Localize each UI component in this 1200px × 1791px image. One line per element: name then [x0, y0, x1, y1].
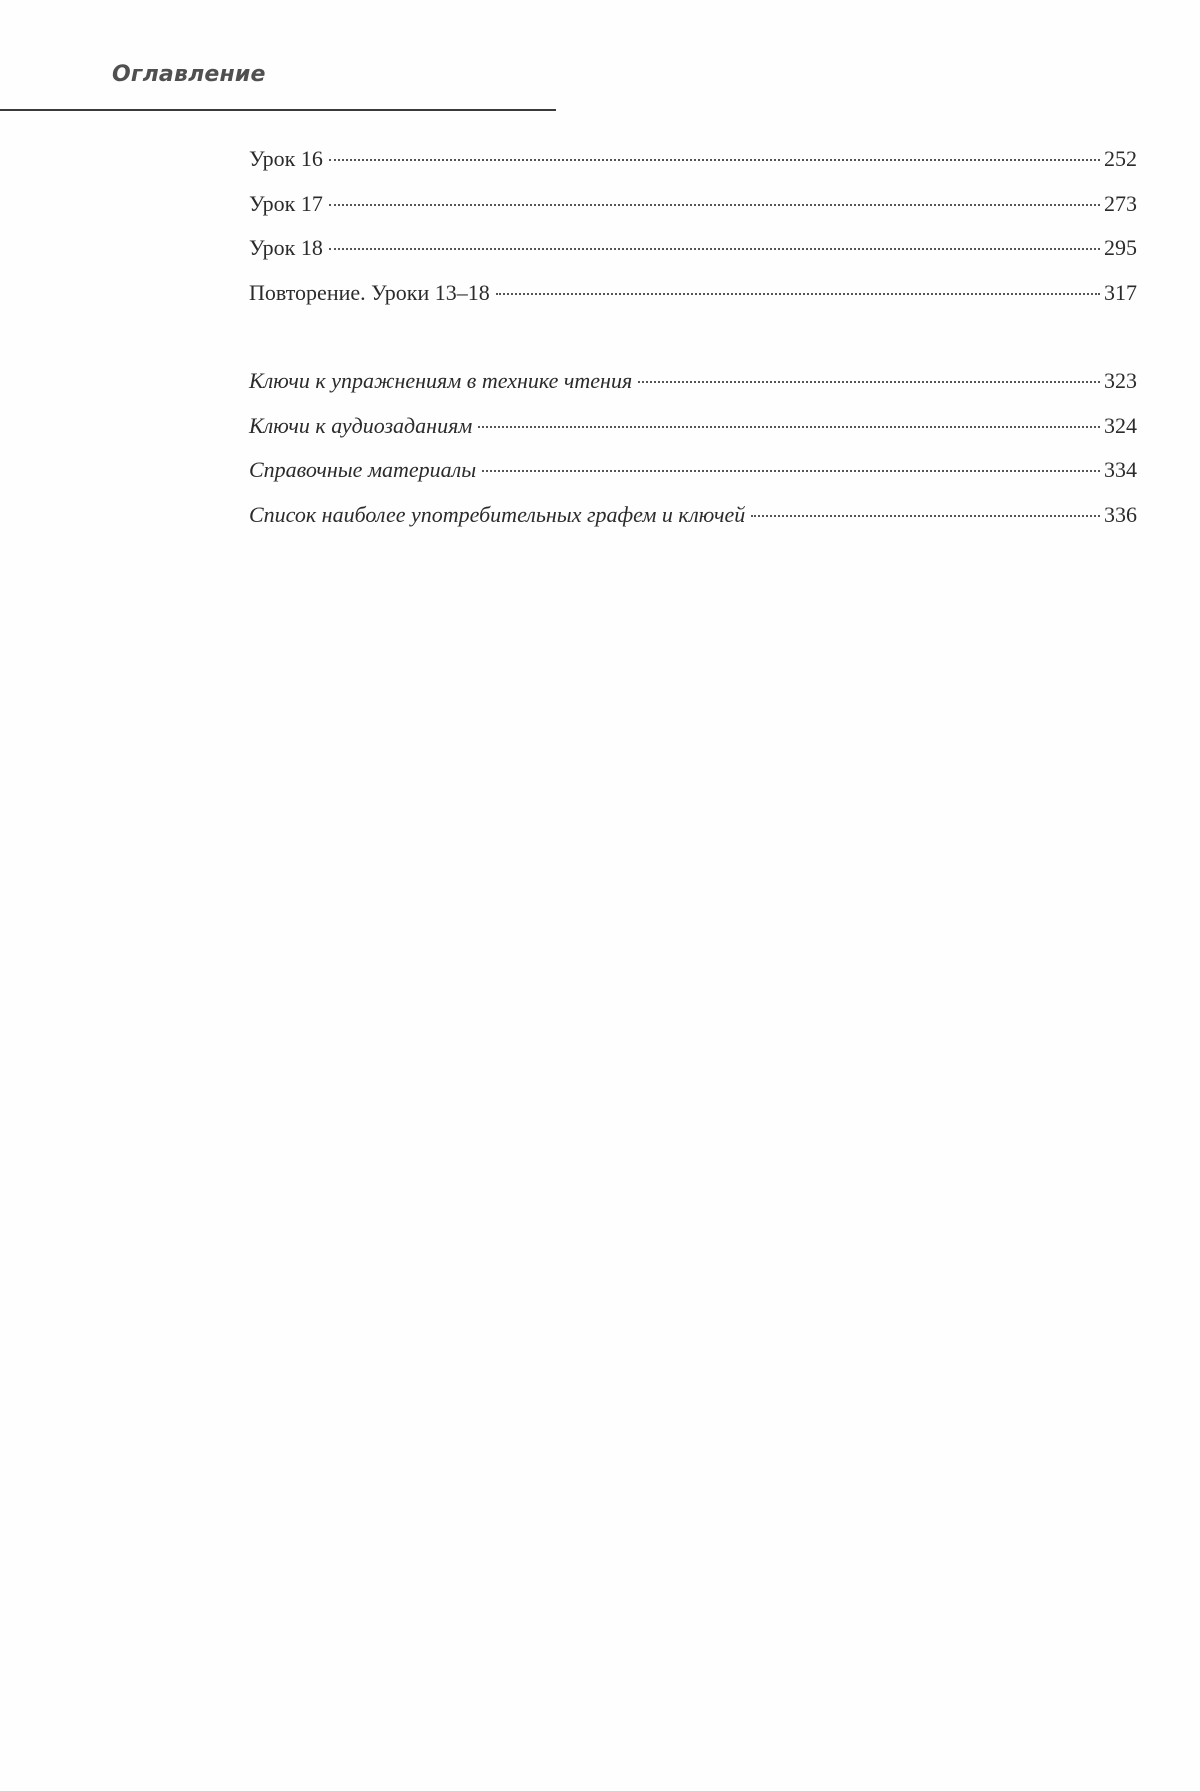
dot-leader: [751, 515, 1100, 517]
toc-entry-page: 334: [1104, 457, 1137, 483]
dot-leader: [482, 470, 1100, 472]
toc-entry-page: 252: [1104, 146, 1137, 171]
toc-entry-title: Урок 17: [249, 190, 323, 216]
toc-entry-title: Список наиболее употребительных графем и ключей: [249, 502, 746, 528]
toc-entry-page: 324: [1104, 412, 1137, 438]
toc-entry-page: 273: [1104, 190, 1137, 216]
dot-leader: [329, 204, 1100, 206]
toc-entry[interactable]: [249, 278, 1137, 323]
toc-entry[interactable]: [249, 189, 1137, 234]
toc-entry-title: Ключи к упражнениям в технике чтения: [249, 368, 633, 393]
header-rule: [0, 109, 556, 111]
toc-entry-title: Повторение. Уроки 13–18: [249, 280, 490, 306]
toc-entry-title: Урок 18: [249, 235, 323, 261]
toc-entry[interactable]: [249, 144, 1137, 189]
toc-entry[interactable]: [249, 455, 1137, 500]
toc-entry-title: Ключи к аудиозаданиям: [249, 412, 473, 438]
toc-entry[interactable]: [249, 366, 1137, 411]
dot-leader: [329, 248, 1100, 250]
toc-entry-page: 295: [1104, 235, 1137, 261]
running-header: Оглавление: [112, 62, 266, 87]
dot-leader: [496, 293, 1100, 295]
toc-entry[interactable]: [249, 233, 1137, 278]
toc-entry-page: 317: [1104, 280, 1137, 306]
dot-leader: [329, 159, 1100, 161]
toc-entry[interactable]: [249, 500, 1137, 545]
dot-leader: [638, 381, 1100, 383]
toc-entry-title: Урок 16: [249, 146, 323, 171]
toc-appendix-list: [249, 366, 1137, 545]
toc-lessons-list: [249, 144, 1137, 323]
toc-entry-title: Справочные материалы: [249, 457, 477, 483]
dot-leader: [478, 426, 1100, 428]
toc-entry[interactable]: [249, 411, 1137, 456]
toc-entry-page: 336: [1104, 502, 1137, 528]
toc-entry-page: 323: [1104, 368, 1137, 393]
